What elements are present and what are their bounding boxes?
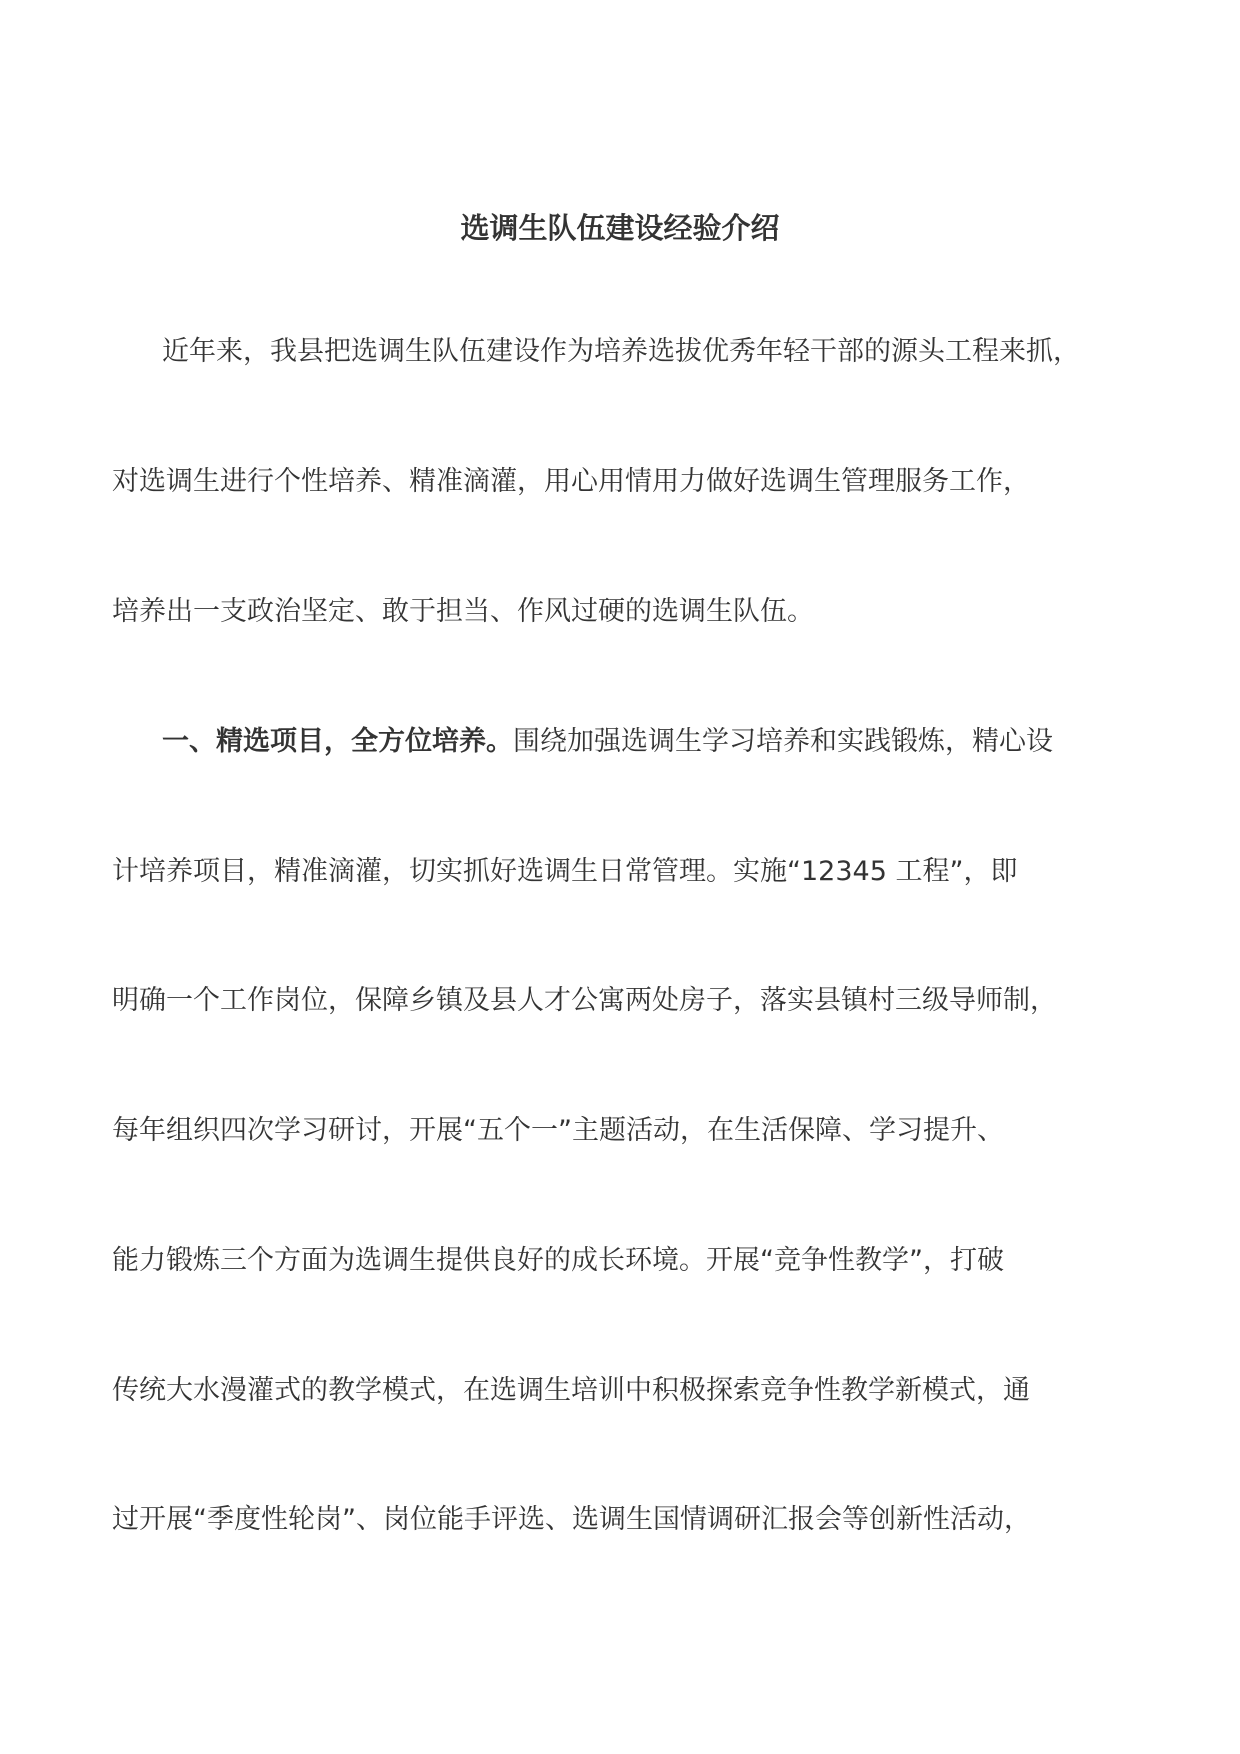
paragraph-line: 每年组织四次学习研讨，开展“五个一”主题活动，在生活保障、学习提升、 [112, 1115, 1004, 1146]
paragraph-line: 过开展“季度性轮岗”、岗位能手评选、选调生国情调研汇报会等创新性活动， [112, 1504, 1031, 1535]
paragraph-line [162, 722, 1053, 762]
paragraph-line: 培养出一支政治坚定、敢于担当、作风过硬的选调生队伍。 [112, 596, 814, 627]
paragraph-line: 计培养项目，精准滴灌，切实抓好选调生日常管理。实施“12345 工程”，即 [112, 856, 1018, 887]
paragraph-line: 能力锻炼三个方面为选调生提供良好的成长环境。开展“竞争性教学”，打破 [112, 1245, 1004, 1276]
paragraph-text: 围绕加强选调生学习培养和实践锻炼，精心设 [513, 726, 1053, 757]
paragraph-line: 传统大水漫灌式的教学模式，在选调生培训中积极探索竞争性教学新模式，通 [112, 1375, 1030, 1406]
paragraph-line: 近年来，我县把选调生队伍建设作为培养选拔优秀年轻干部的源头工程来抓， [162, 336, 1080, 367]
paragraph-line: 对选调生进行个性培养、精准滴灌，用心用情用力做好选调生管理服务工作， [112, 466, 1030, 497]
paragraph-line: 明确一个工作岗位，保障乡镇及县人才公寓两处房子，落实县镇村三级导师制， [112, 985, 1057, 1016]
document-title: 选调生队伍建设经验介绍 [460, 211, 780, 245]
section-heading: 一、精选项目，全方位培养。 [162, 726, 513, 757]
